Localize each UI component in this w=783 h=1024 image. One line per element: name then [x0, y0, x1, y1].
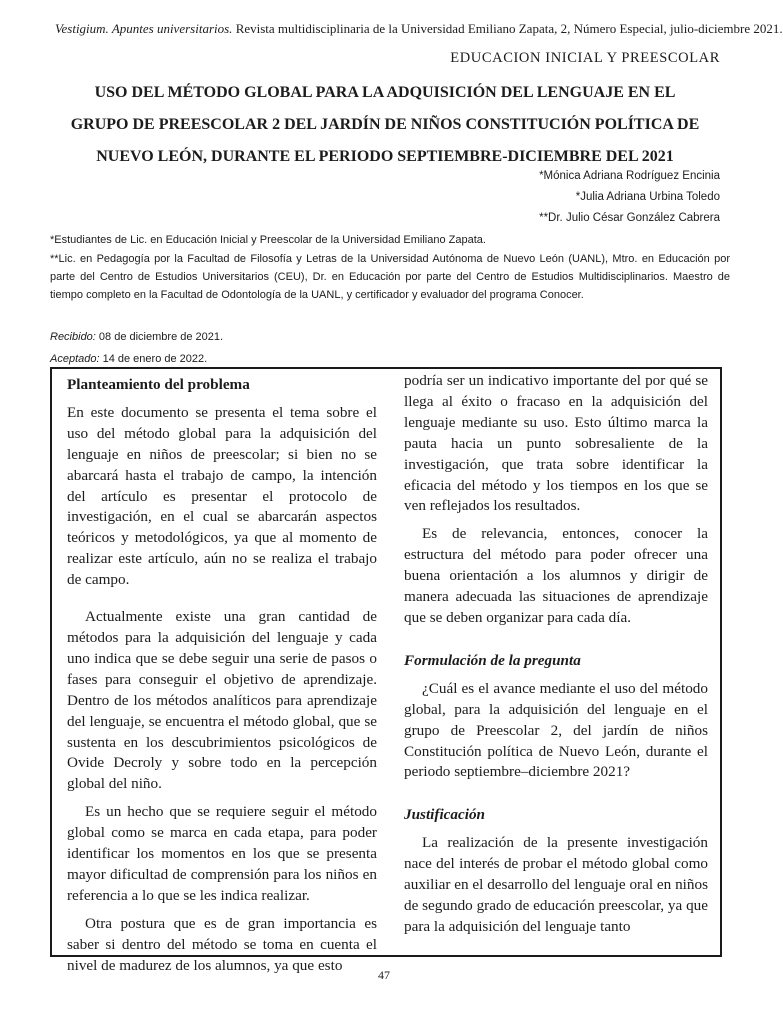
body-paragraph-continued: podría ser un indicativo importante del por qué se llega al éxito o fracaso en la adquisición del lenguaje mediante su uso. Esto último marca la pauta hacia un punto sobresaliente de la investigación, que trata sobre identificar la eficacia del método y los tiempos en los que se ven reflejados los resultados.: [404, 372, 708, 515]
affiliations: [50, 231, 730, 304]
research-question: ¿Cuál es el avance mediante el uso del método global, para la adquisición del lenguaje en el grupo de Preescolar 2, del jardín de niños Constitución política de Nuevo León, durante el periodo septiembre–diciembre 2021?: [404, 679, 708, 781]
body-paragraph: La realización de la presente investigación nace del interés de probar el método global como auxiliar en el desarrollo del lenguaje oral en niños de segundo grado de educación preescolar, ya que para la adquisición del lenguaje tanto: [404, 834, 708, 935]
journal-details: Revista multidisciplinaria de la Universidad Emiliano Zapata, 2, Número Especial, julio-diciembre 2021.: [232, 21, 783, 36]
body-paragraph: Actualmente existe una gran cantidad de métodos para la adquisición del lenguaje y cada uno indica que se debe seguir una serie de pasos o fases para conseguir el objetivo de aprendizaje. Dentro de los métodos analíticos para aprendizaje del lenguaje, se encuentra el método global, que se sustenta en los descubrimientos psicológicos de Ovide Decroly y sobre todo en la percepción global del niño.: [67, 608, 377, 793]
article-title: [70, 77, 700, 173]
body-paragraph: Es de relevancia, entonces, conocer la estructura del método para poder ofrecer una buena orientación a los alumnos y dirigir de manera adecuada las situaciones de aprendizaje que se deben organizar para cada día.: [404, 525, 708, 626]
right-column: [404, 371, 708, 938]
received-value: 08 de diciembre de 2021.: [95, 331, 224, 343]
body-paragraph: Es un hecho que se requiere seguir el método global como se marca en cada etapa, para poder identificar los momentos en los que se presenta mayor dificultad de comprensión para los niños en referencia a lo que se les indica realizar.: [67, 803, 377, 904]
title-line: NUEVO LEÓN, DURANTE EL PERIODO SEPTIEMBRE-DICIEMBRE DEL 2021: [96, 148, 674, 165]
body-paragraph: Otra postura que es de gran importancia es saber si dentro del método se toma en cuenta el nivel de madurez de los alumnos, ya que esto: [67, 914, 377, 974]
received-label: Recibido:: [50, 331, 96, 343]
section-label: EDUCACION INICIAL Y PREESCOLAR: [450, 50, 720, 66]
body-paragraph: En este documento se presenta el tema sobre el uso del método global para la adquisición del lenguaje en niños de preescolar; si bien no se abarcará hasta el trabajo de campo, la intención del artículo es presentar el protocolo de investigación, en el cual se abarcarán aspectos teóricos y metodológicos, ya que al momento de realizar este artículo, aún no se realiza el trabajo de campo.: [67, 403, 377, 589]
accepted-value: 14 de enero de 2022.: [99, 353, 208, 365]
title-line: GRUPO DE PREESCOLAR 2 DEL JARDÍN DE NIÑOS CONSTITUCIÓN POLÍTICA DE: [70, 116, 700, 133]
article-body-box: [50, 367, 722, 974]
author-name: **Dr. Julio César González Cabrera: [539, 212, 720, 224]
left-column: [67, 375, 377, 976]
author-name: *Mónica Adriana Rodríguez Encinia: [539, 170, 720, 182]
journal-citation: [55, 20, 783, 38]
journal-title: Vestigium. Apuntes universitarios.: [55, 21, 233, 36]
received-date: [50, 326, 223, 348]
accepted-label: Aceptado:: [50, 353, 100, 365]
submission-dates: [50, 326, 223, 370]
author-list: [539, 166, 720, 229]
page-number: 47: [378, 968, 390, 982]
title-line: USO DEL MÉTODO GLOBAL PARA LA ADQUISICIÓN DEL LENGUAJE EN EL: [94, 84, 676, 101]
affiliation-advisor: **Lic. en Pedagogía por la Facultad de Filosofía y Letras de la Universidad Autónoma de Nuevo León (UANL), Mtro. en Educación por parte del Centro de Estudios Universitarios (CEU), Dr. en Educación por parte del Centro de Estudios Multidisciplinarios. Maestro de tiempo completo en la Facultad de Odontología de la UANL, y certificador y evaluador del programa Conocer.: [50, 253, 730, 301]
author-name: *Julia Adriana Urbina Toledo: [575, 191, 720, 203]
section-heading-question: Formulación de la pregunta: [404, 651, 581, 669]
section-heading-problem: Planteamiento del problema: [67, 376, 250, 393]
section-heading-justification: Justificación: [404, 806, 486, 824]
affiliation-students: *Estudiantes de Lic. en Educación Inicial y Preescolar de la Universidad Emiliano Zapata.: [50, 234, 486, 246]
